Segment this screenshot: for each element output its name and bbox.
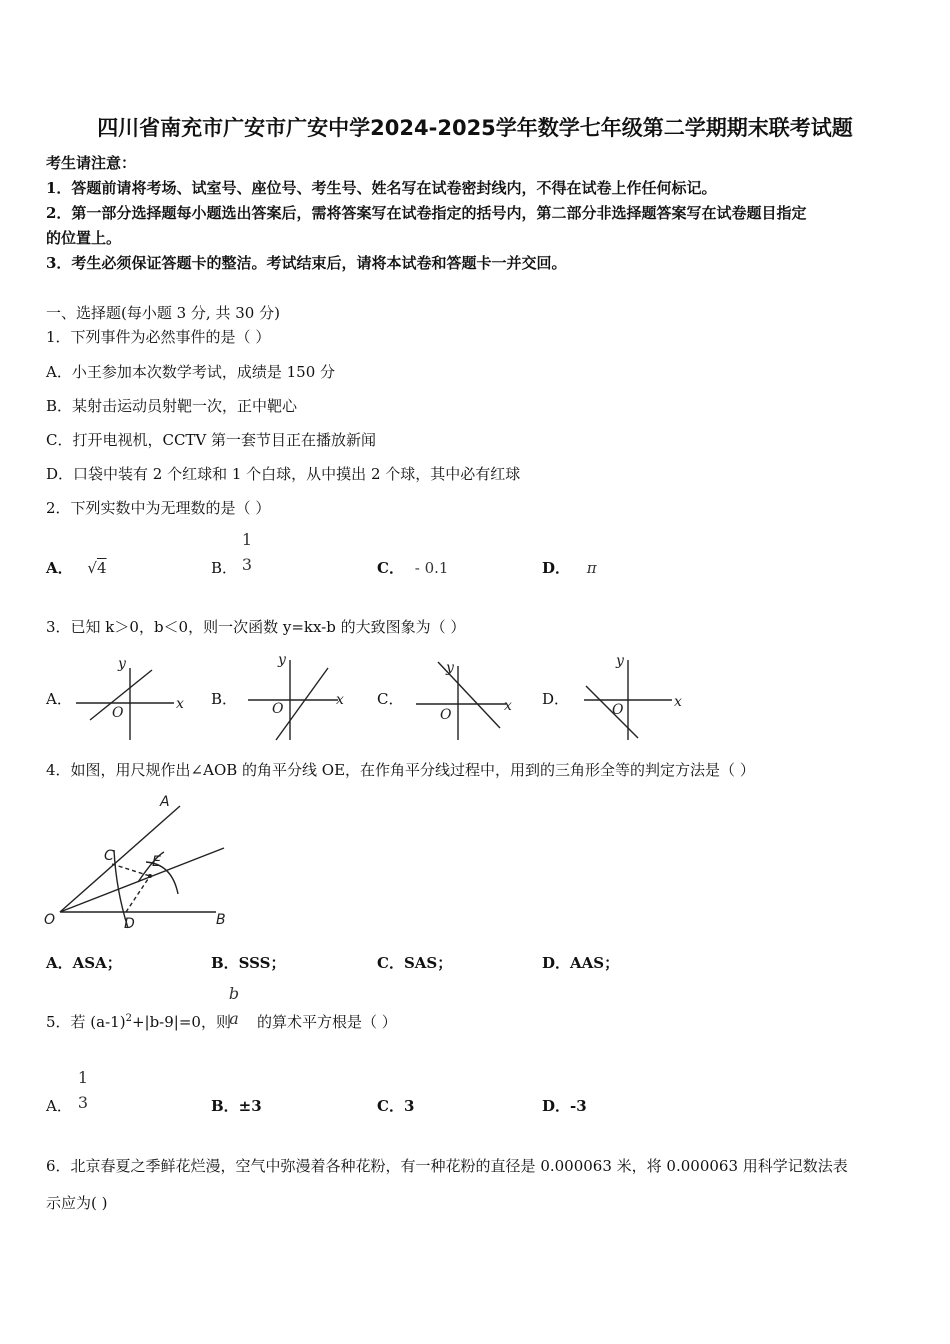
q2-option-c	[377, 557, 448, 578]
radicand: 4	[96, 559, 107, 577]
q1-option-c: C．打开电视机，CCTV 第一套节目正在播放新闻	[46, 431, 377, 449]
sqrt-expression: √4	[87, 559, 107, 577]
origin-label: O	[272, 701, 284, 717]
q2-option-b-label: B．	[211, 559, 238, 577]
label-e: E	[152, 854, 161, 870]
q3-graph-b	[240, 652, 360, 744]
x-axis-label: x	[336, 692, 344, 708]
fraction-denominator: 3	[241, 555, 253, 574]
origin-label: O	[440, 707, 452, 723]
q3-graph-c	[408, 652, 528, 744]
fraction-bar	[75, 1090, 91, 1091]
q3-option-a-label: A．	[46, 690, 72, 708]
label-a: A	[160, 794, 170, 810]
y-axis-label: y	[446, 660, 454, 676]
q4-option-d: D．AAS；	[542, 954, 620, 972]
q1-option-b: B．某射击运动员射靶一次，正中靶心	[46, 397, 298, 415]
x-axis-label: x	[674, 694, 682, 710]
option-value: - 0.1	[414, 559, 449, 577]
label-d: D	[124, 916, 135, 932]
arc-e-lower	[146, 862, 178, 894]
question-6-stem-line1: 6．北京春夏之季鲜花烂漫，空气中弥漫着各种花粉，有一种花粉的直径是 0.000063 米，将 0.000063 用科学记数法表	[46, 1157, 848, 1175]
notice-item: 2．第一部分选择题每小题选出答案后，需将答案写在试卷指定的括号内，第二部分非选择题答案写在试卷题目指定	[46, 204, 807, 222]
page-title: 四川省南充市广安市广安中学2024-2025学年数学七年级第二学期期末联考试题	[97, 116, 853, 140]
y-axis-label: y	[118, 656, 126, 672]
label-o: O	[44, 912, 56, 928]
q5-option-a-label: A．	[46, 1097, 72, 1115]
q3-graph-d	[576, 652, 696, 744]
fraction-numerator: 1	[241, 530, 253, 549]
q5-option-b: B．±3	[211, 1097, 262, 1115]
fraction-bar	[227, 1006, 241, 1007]
section-heading: 一、选择题(每小题 3 分, 共 30 分)	[46, 304, 280, 322]
fraction-numerator: b	[228, 984, 240, 1003]
stem-text: 5．若 (a-1)	[46, 1013, 126, 1031]
function-line	[276, 668, 328, 740]
q3-option-b-label: B．	[211, 690, 238, 708]
q4-option-c: C．SAS；	[377, 954, 453, 972]
q2-option-b-fraction	[238, 530, 256, 575]
q3-option-c-label: C．	[377, 690, 404, 708]
q1-option-a: A．小王参加本次数学考试，成绩是 150 分	[46, 363, 336, 381]
x-axis-label: x	[176, 696, 184, 712]
q5-option-c: C．3	[377, 1097, 415, 1115]
q3-option-d-label: D．	[542, 690, 570, 708]
x-axis-label: x	[504, 698, 512, 714]
q4-option-b: B．SSS；	[211, 954, 286, 972]
question-6-stem-line2: 示应为( )	[46, 1194, 108, 1212]
q2-option-d	[542, 557, 597, 578]
ray-oe	[60, 848, 224, 912]
label-b: B	[216, 912, 226, 928]
point-e	[148, 874, 152, 878]
label-c: C	[104, 848, 114, 864]
question-3-stem: 3．已知 k＞0，b＜0，则一次函数 y=kx-b 的大致图象为（ ）	[46, 618, 466, 636]
option-label: A．	[46, 559, 73, 577]
question-4-stem: 4．如图，用尺规作出∠AOB 的角平分线 OE，在作角平分线过程中，用到的三角形全等的判定方法是（ ）	[46, 761, 755, 779]
fraction-denominator: a	[229, 1009, 239, 1028]
q5-option-d: D．-3	[542, 1097, 587, 1115]
question-1-stem: 1．下列事件为必然事件的是（ ）	[46, 328, 271, 346]
option-label: C．	[377, 559, 404, 577]
option-value: π	[586, 559, 597, 577]
stem-text: 的算术平方根是（ ）	[256, 1013, 397, 1031]
fraction-numerator: 1	[77, 1068, 89, 1087]
q5-option-a-fraction	[75, 1068, 91, 1113]
fraction-denominator: 3	[77, 1093, 89, 1112]
notice-heading: 考生请注意：	[46, 154, 137, 172]
q4-angle-bisector-figure	[40, 790, 250, 935]
origin-label: O	[112, 705, 124, 721]
notice-item: 1．答题前请将考场、试室号、座位号、考生号、姓名写在试卷密封线内，不得在试卷上作任何标记。	[46, 179, 717, 197]
question-2-stem: 2．下列实数中为无理数的是（ ）	[46, 499, 271, 517]
q4-option-a: A．ASA；	[46, 954, 122, 972]
exponent: 2	[125, 1013, 132, 1024]
notice-item: 的位置上。	[46, 229, 122, 247]
option-label: D．	[542, 559, 571, 577]
stem-text: +|b-9|=0，则	[131, 1013, 231, 1031]
q2-option-a	[46, 557, 107, 578]
notice-item: 3．考生必须保证答题卡的整洁。考试结束后，请将本试卷和答题卡一并交回。	[46, 254, 567, 272]
y-axis-label: y	[616, 653, 624, 669]
origin-label: O	[612, 702, 624, 718]
fraction-bar	[238, 552, 256, 553]
q3-graph-a	[72, 652, 192, 744]
q5-stem-fraction	[227, 984, 241, 1029]
y-axis-label: y	[278, 652, 286, 668]
question-5-stem	[46, 1011, 397, 1032]
q1-option-d: D．口袋中装有 2 个红球和 1 个白球，从中摸出 2 个球，其中必有红球	[46, 465, 521, 483]
